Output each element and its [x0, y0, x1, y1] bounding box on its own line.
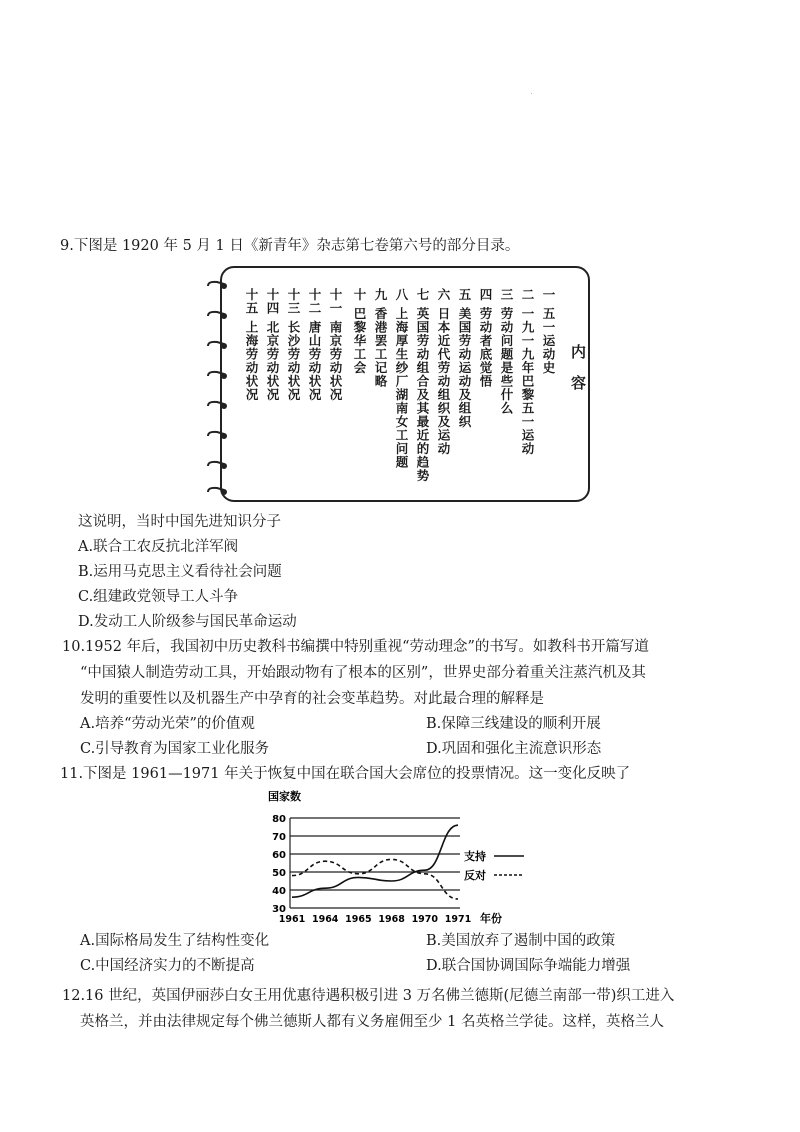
vote-chart: [268, 786, 538, 928]
q9-lead: 这说明，当时中国先进知识分子: [78, 514, 281, 530]
x-tick-label: 1968: [378, 914, 405, 925]
q12-stem-line: 英格兰，并由法律规定每个佛兰德斯人都有义务雇佣至少 1 名英格兰学徒。这样，英格兰人: [80, 1014, 664, 1030]
q10-option-a: A.培养“劳动光荣”的价值观: [80, 716, 255, 732]
x-tick-label: 1965: [345, 914, 372, 925]
q10-stem-line: “中国猿人制造劳动工具，开始跟动物有了根本的区别”，世界史部分着重关注蒸汽机及其: [80, 665, 646, 681]
q9-option-c: C.组建政党领导工人斗争: [78, 589, 239, 605]
y-tick-label: 30: [272, 904, 286, 915]
ring-icon: [206, 370, 228, 382]
toc-entry: 二 一九一九年巴黎五一运动: [520, 288, 535, 456]
q10-stem-line: 发明的重要性以及机器生产中孕育的社会变革趋势。对此最合理的解释是: [80, 691, 544, 707]
q9-stem: 9.下图是 1920 年 5 月 1 日《新青年》杂志第七卷第六号的部分目录。: [60, 238, 520, 254]
q11-option-c: C.中国经济实力的不断提高: [80, 958, 255, 974]
y-axis-label: 国家数: [268, 790, 301, 803]
legend-label: 反对: [464, 869, 486, 882]
x-tick-label: 1964: [311, 914, 339, 925]
x-tick-label: 1971: [444, 914, 472, 925]
toc-figure: [220, 266, 590, 502]
q11-option-d: D.联合国协调国际争端能力增强: [426, 958, 631, 974]
toc-entry: 十一 南京劳动状况: [328, 288, 343, 402]
ring-icon: [206, 430, 228, 442]
toc-entry: 九 香港罢工记略: [373, 288, 388, 388]
toc-entry: 八 上海厚生纱厂湖南女工问题: [394, 288, 409, 469]
q11-stem: 11.下图是 1961—1971 年关于恢复中国在联合国大会席位的投票情况。这一变化反映了: [60, 766, 631, 782]
ring-icon: [206, 280, 228, 292]
q9-option-a: A.联合工农反抗北洋军阀: [78, 539, 239, 555]
toc-entry: 十二 唐山劳动状况: [307, 288, 322, 402]
y-tick-label: 40: [272, 886, 286, 897]
q10-stem-line: 10.1952 年后，我国初中历史教科书编撰中特别重视“劳动理念”的书写。如教科书开篇写道: [62, 639, 649, 655]
x-tick-label: 1961: [278, 914, 306, 925]
toc-entry: 十 巴黎华工会: [352, 288, 367, 375]
y-tick-label: 60: [272, 850, 286, 861]
toc-entry: 十四 北京劳动状况: [265, 288, 280, 402]
legend-label: 支持: [464, 850, 486, 863]
q10-option-d: D.巩固和强化主流意识形态: [426, 741, 602, 757]
q10-option-c: C.引导教育为国家工业化服务: [80, 741, 270, 757]
ring-icon: [206, 310, 228, 322]
toc-entry: 五 美国劳动运动及组织: [457, 288, 472, 429]
q9-option-b: B.运用马克思主义看待社会问题: [78, 564, 282, 580]
toc-heading: 内容: [569, 344, 587, 406]
q10-option-b: B.保障三线建设的顺利开展: [426, 716, 601, 732]
ring-icon: [206, 486, 228, 498]
ring-icon: [206, 400, 228, 412]
toc-entry: 四 劳动者底觉悟: [478, 288, 493, 388]
toc-entry: 七 英国劳动组合及其最近的趋势: [415, 288, 430, 483]
q11-option-a: A.国际格局发生了结构性变化: [80, 933, 270, 949]
q11-option-b: B.美国放弃了遏制中国的政策: [426, 933, 616, 949]
toc-entry: 十五 上海劳动状况: [244, 288, 259, 402]
toc-entry: 三 劳动问题是些什么: [499, 288, 514, 415]
x-tick-label: 1970: [411, 914, 439, 925]
toc-entry: 十三 长沙劳动状况: [286, 288, 301, 402]
y-tick-label: 70: [272, 832, 286, 843]
q12-stem-line: 12.16 世纪，英国伊丽莎白女王用优惠待遇积极引进 3 万名佛兰德斯(尼德兰南部一带)织工进入: [62, 988, 675, 1004]
y-tick-label: 80: [272, 814, 286, 825]
ring-icon: [206, 340, 228, 352]
ring-icon: [206, 460, 228, 472]
q9-option-d: D.发动工人阶级参与国民革命运动: [78, 614, 297, 630]
toc-entry: 一 五一运动史: [541, 288, 556, 375]
x-axis-label: 年份: [480, 912, 502, 925]
y-tick-label: 50: [272, 868, 286, 879]
toc-entry: 六 日本近代劳动组织及运动: [436, 288, 451, 456]
